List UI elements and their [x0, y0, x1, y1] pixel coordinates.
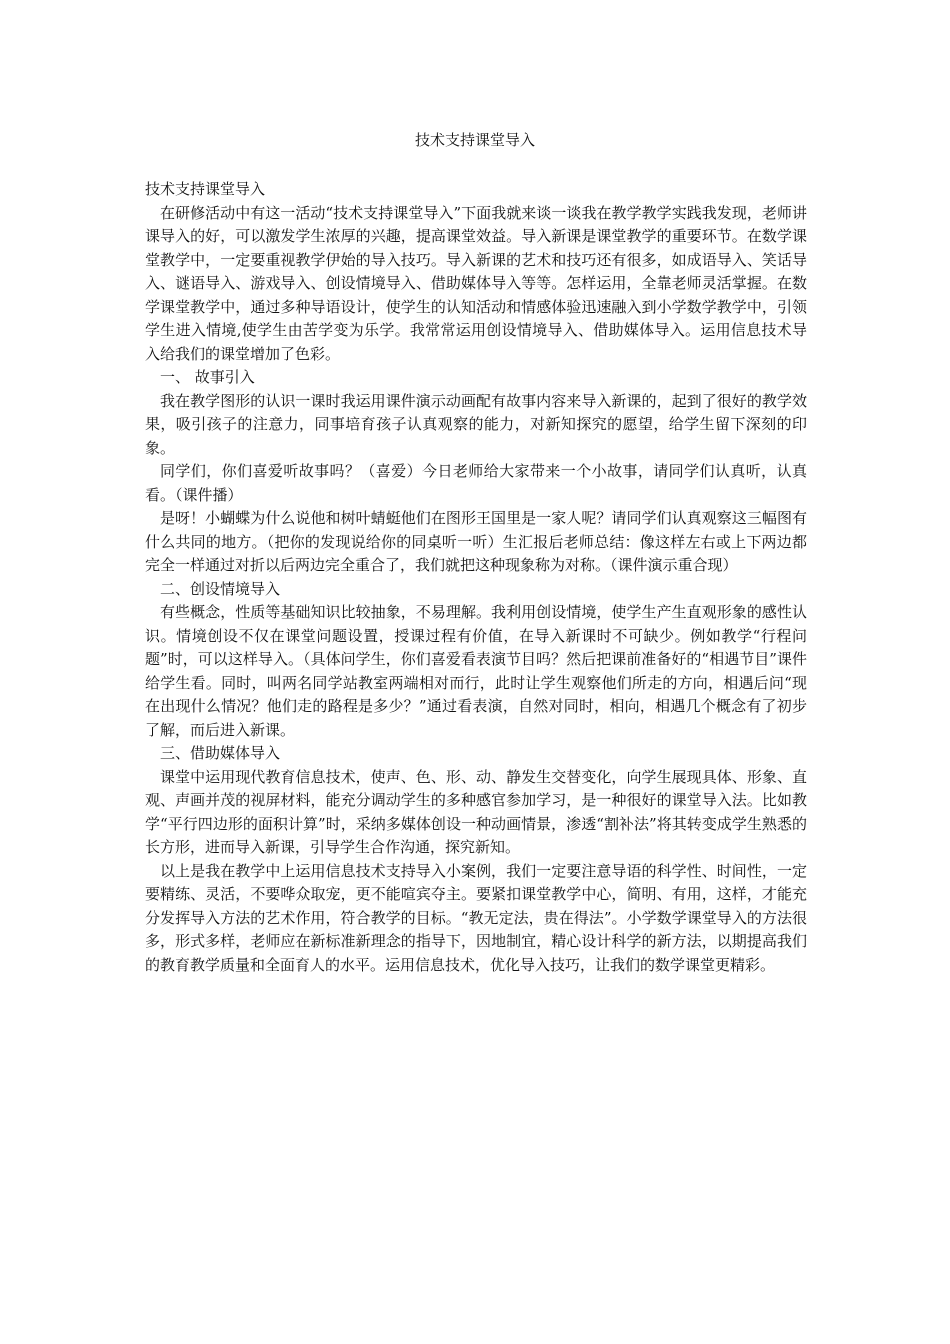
- conclusion-paragraph: 以上是我在教学中上运用信息技术支持导入小案例，我们一定要注意导语的科学性、时间性，一定要精练、灵活，不要哗众取宠，更不能喧宾夺主。要紧扣课堂教学中心，简明、有用，这样，才能充分发挥导入方法的艺术作用，符合教学的目标。“教无定法，贵在得法”。小学数学课堂导入的方法很多，形式多样，老师应在新标准新理念的指导下，因地制宜，精心设计科学的新方法，以期提高我们的教育教学质量和全面育人的水平。运用信息技术，优化导入技巧，让我们的数学课堂更精彩。: [145, 861, 807, 974]
- document-title: 技术支持课堂导入: [414, 131, 535, 149]
- media-paragraph: 课堂中运用现代教育信息技术，使声、色、形、动、静发生交替变化，向学生展现具体、形象、直观、声画并茂的视屏材料，能充分调动学生的多种感官参加学习，是一种很好的课堂导入法。比如教学“平行四边形的面积计算”时，采纳多媒体创设一种动画情景，渗透“割补法”将其转变成学生熟悉的长方形，进而导入新课，引导学生合作沟通，探究新知。: [145, 767, 807, 856]
- section-heading-media: 三、借助媒体导入: [160, 744, 281, 762]
- section-heading-story: 一、 故事引入: [160, 368, 255, 386]
- document-body: [145, 178, 807, 977]
- section-heading-scenario: 二、创设情境导入: [160, 579, 281, 598]
- story-paragraph-2: 同学们，你们喜爱听故事吗？（喜爱）今日老师给大家带来一个小故事，请同学们认真听，认真看。（课件播）: [145, 462, 807, 504]
- intro-paragraph: 在研修活动中有这一活动“技术支持课堂导入”下面我就来谈一谈我在教学教学实践我发现，老师讲课导入的好，可以激发学生浓厚的兴趣，提高课堂效益。导入新课是课堂教学的重要环节。在数学课堂教学中，一定要重视教学伊始的导入技巧。导入新课的艺术和技巧还有很多，如成语导入、笑话导入、谜语导入、游戏导入、创设情境导入、借助媒体导入等等。怎样运用，全靠老师灵活掌握。在数学课堂教学中，通过多种导语设计，使学生的认知活动和情感体验迅速融入到小学数学教学中，引领学生进入情境,使学生由苦学变为乐学。我常常运用创设情境导入、借助媒体导入。运用信息技术导入给我们的课堂增加了色彩。: [145, 203, 807, 363]
- body-subtitle: 技术支持课堂导入: [145, 180, 266, 198]
- story-paragraph-3: 是呀！小蝴蝶为什么说他和树叶蜻蜓他们在图形王国里是一家人呢？请同学们认真观察这三幅图有什么共同的地方。（把你的发现说给你的同桌听一听）生汇报后老师总结：像这样左右或上下两边都完全一样通过对折以后两边完全重合了，我们就把这种现象称为对称。（课件演示重合现）: [145, 509, 807, 574]
- story-paragraph-1: 我在教学图形的认识一课时我运用课件演示动画配有故事内容来导入新课的，起到了很好的教学效果，吸引孩子的注意力，同事培育孩子认真观察的能力，对新知探究的愿望，给学生留下深刻的印象。: [145, 391, 807, 457]
- scenario-paragraph: 有些概念，性质等基础知识比较抽象，不易理解。我利用创设情境，使学生产生直观形象的感性认识。情境创设不仅在课堂问题设置，授课过程有价值，在导入新课时不可缺少。例如教学“行程问题”时，可以这样导入。（具体问学生，你们喜爱看表演节目吗？然后把课前准备好的“相遇节目”课件给学生看。同时，叫两名同学站教室两端相对而行，此时让学生观察他们所走的方向，相遇后问“现在出现什么情况？他们走的路程是多少？”通过看表演，自然对同时，相向，相遇几个概念有了初步了解，而后进入新课。: [145, 603, 807, 739]
